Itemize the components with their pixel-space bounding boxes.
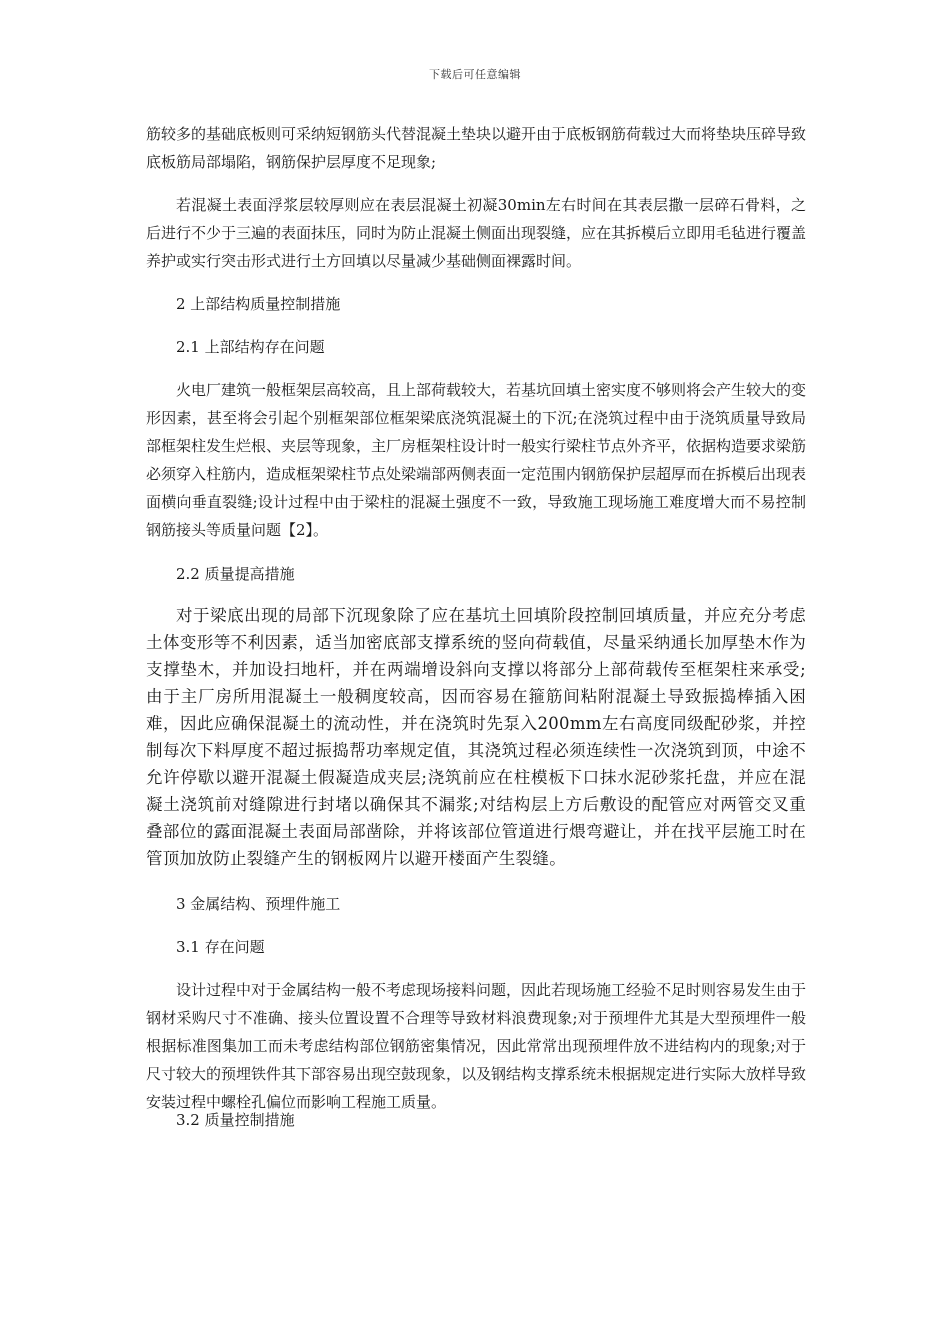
document-body [146, 120, 806, 1134]
section-heading-2: 2 上部结构质量控制措施 [176, 295, 341, 313]
header-note: 下载后可任意编辑 [429, 68, 521, 81]
subsection-heading-2-1: 2.1 上部结构存在问题 [176, 338, 325, 356]
section-heading-3: 3 金属结构、预埋件施工 [176, 895, 341, 913]
paragraph-surface-laitance: 若混凝土表面浮浆层较厚则应在表层混凝土初凝30min左右时间在其表层撒一层碎石骨料，之后进行不少于三遍的表面抹压，同时为防止混凝土侧面出现裂缝，应在其拆模后立即用毛毡进行覆盖养护或实行突击形式进行土方回填以尽量减少基础侧面裸露时间。 [146, 196, 807, 270]
subsection-heading-3-1: 3.1 存在问题 [176, 938, 265, 956]
paragraph-superstructure-problems: 火电厂建筑一般框架层高较高，且上部荷载较大，若基坑回填土密实度不够则将会产生较大的变形因素，甚至将会引起个别框架部位框架梁底浇筑混凝土的下沉;在浇筑过程中由于浇筑质量导致局部框架柱发生烂根、夹层等现象，主厂房框架柱设计时一般实行梁柱节点外齐平，依据构造要求梁筋必须穿入柱筋内，造成框架梁柱节点处梁端部两侧表面一定范围内钢筋保护层超厚而在拆模后出现表面横向垂直裂缝;设计过程中由于梁柱的混凝土强度不一致，导致施工现场施工难度增大而不易控制钢筋接头等质量问题【2】。 [146, 381, 807, 539]
paragraph-quality-measures: 对于梁底出现的局部下沉现象除了应在基坑土回填阶段控制回填质量，并应充分考虑土体变形等不利因素，适当加密底部支撑系统的竖向荷载值，尽量采纳通长加厚垫木作为支撑垫木，并加设扫地杆，并在两端增设斜向支撑以将部分上部荷载传至框架柱来承受;由于主厂房所用混凝土一般稠度较高，因而容易在箍筋间粘附混凝土导致振捣棒插入困难，因此应确保混凝土的流动性，并在浇筑时先泵入200mm左右高度同级配砂浆，并控制每次下料厚度不超过振捣帮功率规定值，其浇筑过程必须连续性一次浇筑到顶，中途不允许停歇以避开混凝土假凝造成夹层;浇筑前应在柱模板下口抹水泥砂浆托盘，并应在混凝土浇筑前对缝隙进行封堵以确保其不漏浆;对结构层上方后敷设的配管应对两管交叉重叠部位的露面混凝土表面局部凿除，并将该部位管道进行煨弯避让，并在找平层施工时在管顶加放防止裂缝产生的钢板网片以避开楼面产生裂缝。 [146, 606, 806, 868]
paragraph-foundation-slab: 筋较多的基础底板则可采纳短钢筋头代替混凝土垫块以避开由于底板钢筋荷载过大而将垫块压碎导致底板筋局部塌陷，钢筋保护层厚度不足现象; [146, 125, 807, 171]
subsection-heading-2-2: 2.2 质量提高措施 [176, 565, 295, 583]
paragraph-metal-structure-problems: 设计过程中对于金属结构一般不考虑现场接料问题，因此若现场施工经验不足时则容易发生由于钢材采购尺寸不准确、接头位置设置不合理等导致材料浪费现象;对于预埋件尤其是大型预埋件一般根据标准图集加工而未考虑结构部位钢筋密集情况，因此常常出现预埋件放不进结构内的现象;对于尺寸较大的预埋铁件其下部容易出现空鼓现象，以及钢结构支撑系统未根据规定进行实际大放样导致安装过程中螺栓孔偏位而影响工程施工质量。 [146, 981, 807, 1111]
subsection-heading-3-2: 3.2 质量控制措施 [176, 1111, 295, 1129]
